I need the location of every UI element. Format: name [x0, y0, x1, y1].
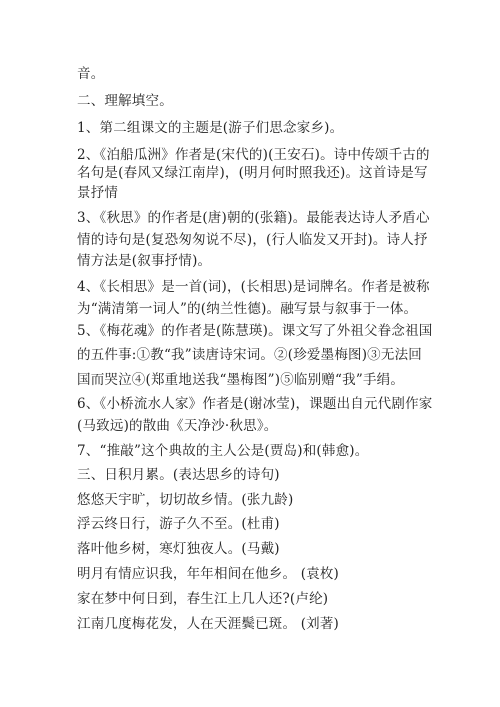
text-line: 景抒情: [77, 185, 119, 201]
text-line: 3、《秋思》的作者是(唐)朝的(张籍)。最能表达诗人矛盾心: [77, 210, 430, 226]
text-line: 情的诗句是(复恐匆匆说不尽)，(行人临发又开封)。诗人抒: [77, 232, 428, 248]
text-line: 音。: [77, 66, 105, 82]
poem-line: 家在梦中何日到，春生江上几人还?(卢纶): [77, 591, 329, 607]
text-line: 5、《梅花魂》的作者是(陈慧瑛)。课文写了外祖父眷念祖国: [77, 323, 433, 339]
poem-line: 落叶他乡树，寒灯独夜人。(马戴): [77, 541, 280, 557]
text-line: 6、《小桥流水人家》作者是(谢冰莹)，课题出自元代剧作家: [77, 396, 433, 412]
text-line: (马致远)的散曲《天净沙·秋思》。: [77, 418, 278, 434]
poem-line: 江南几度梅花发，人在天涯鬓已斑。 (刘著): [77, 616, 340, 632]
poem-line: 浮云终日行，游子久不至。(杜甫): [77, 516, 280, 532]
poem-line: 明月有情应识我，年年相间在他乡。 (袁枚): [77, 566, 340, 582]
section-heading-understanding: 二、理解填空。: [77, 93, 173, 109]
text-line: 情方法是(叙事抒情)。: [77, 253, 212, 269]
text-line: 名句是(春风又绿江南岸)，(明月何时照我还)。这首诗是写: [77, 165, 428, 181]
text-line: 为“满清第一词人”的(纳兰性德)。融写景与叙事于一体。: [77, 301, 418, 317]
text-line: 2、《泊船瓜洲》作者是(宋代的)(王安石)。诗中传颂千古的: [77, 147, 430, 163]
text-line: 7、“推敲”这个典故的主人公是(贾岛)和(韩愈)。: [77, 443, 369, 459]
text-line: 的五件事:①教“我”读唐诗宋词。②(珍爱墨梅图)③无法回: [77, 347, 422, 363]
text-line: 1、第二组课文的主题是(游子们思念家乡)。: [77, 120, 344, 136]
poem-line: 悠悠天宇旷，切切故乡情。(张九龄): [77, 492, 294, 508]
section-heading-accumulation: 三、日积月累。(表达思乡的诗句): [77, 467, 280, 483]
text-line: 4、《长相思》是一首(词)，(长相思)是词牌名。作者是被称: [77, 279, 430, 295]
text-line: 国而哭泣④(郑重地送我“墨梅图”)⑤临别赠“我”手绢。: [77, 372, 405, 388]
